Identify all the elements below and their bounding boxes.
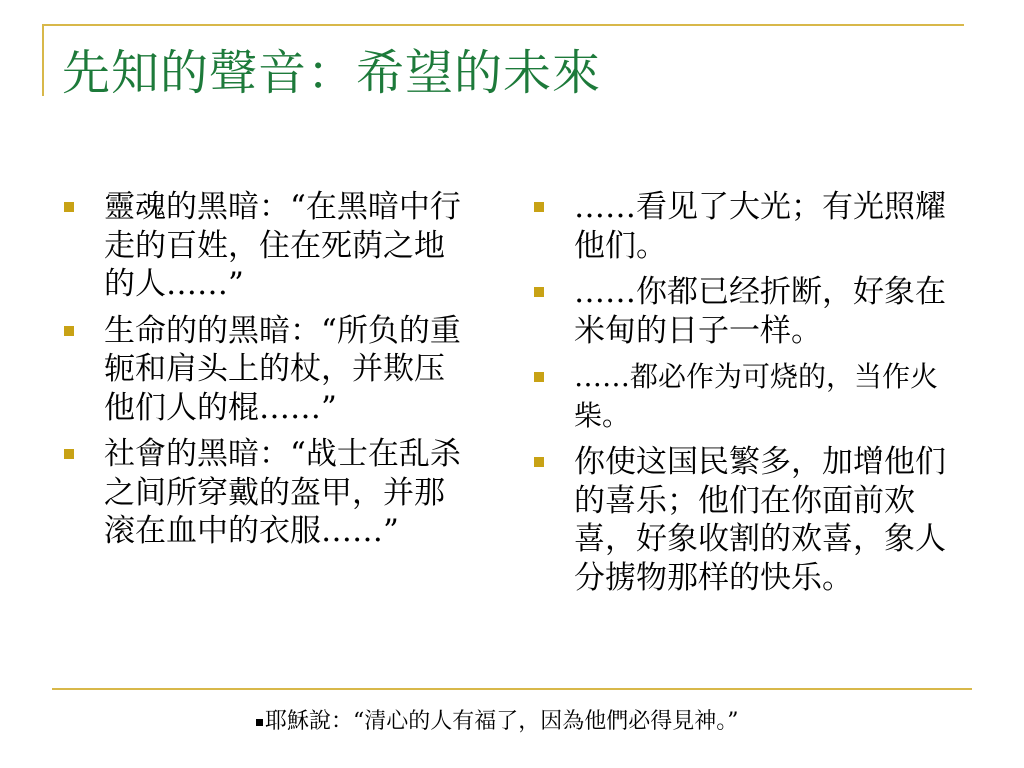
frame-vertical-line (42, 24, 44, 96)
bullet-text: 靈魂的黑暗：“在黑暗中行走的百姓，住在死荫之地的人……” (104, 189, 461, 302)
bullet-item (534, 358, 954, 435)
slide-title: 先知的聲音：希望的未來 (62, 45, 602, 101)
bullet-text: ……你都已经折断，好象在米甸的日子一样。 (574, 274, 946, 349)
square-bullet-icon (64, 449, 74, 459)
footer-text: 耶穌說：“清心的人有福了，因為他們必得見神。” (265, 709, 739, 734)
footer-quote (256, 704, 739, 735)
bullet-item (64, 435, 474, 551)
frame-top-line (42, 24, 964, 26)
bullet-text: ……看见了大光；有光照耀他们。 (574, 189, 946, 264)
bullet-item (534, 273, 954, 350)
bullet-text: 社會的黑暗：“战士在乱杀之间所穿戴的盔甲，并那滚在血中的衣服……” (104, 436, 461, 549)
bullet-item (534, 443, 954, 597)
bullet-text: 你使这国民繁多，加增他们的喜乐；他们在你面前欢喜，好象收割的欢喜，象人分掳物那样的快乐。 (574, 444, 946, 596)
square-bullet-icon (534, 287, 544, 297)
square-bullet-icon (64, 202, 74, 212)
square-bullet-icon (534, 202, 544, 212)
right-bullet-list (534, 188, 954, 605)
bullet-item (534, 188, 954, 265)
bullet-text: 生命的的黑暗：“所负的重轭和肩头上的杖，并欺压他们人的棍……” (104, 312, 461, 426)
square-bullet-icon (534, 372, 544, 382)
bullet-item (64, 188, 474, 304)
footer-divider (52, 688, 972, 690)
left-bullet-list (64, 188, 474, 559)
square-bullet-icon (256, 719, 263, 726)
square-bullet-icon (64, 326, 74, 336)
square-bullet-icon (534, 457, 544, 467)
bullet-item (64, 312, 474, 428)
bullet-text: ……都必作为可烧的，当作火柴。 (574, 360, 939, 432)
